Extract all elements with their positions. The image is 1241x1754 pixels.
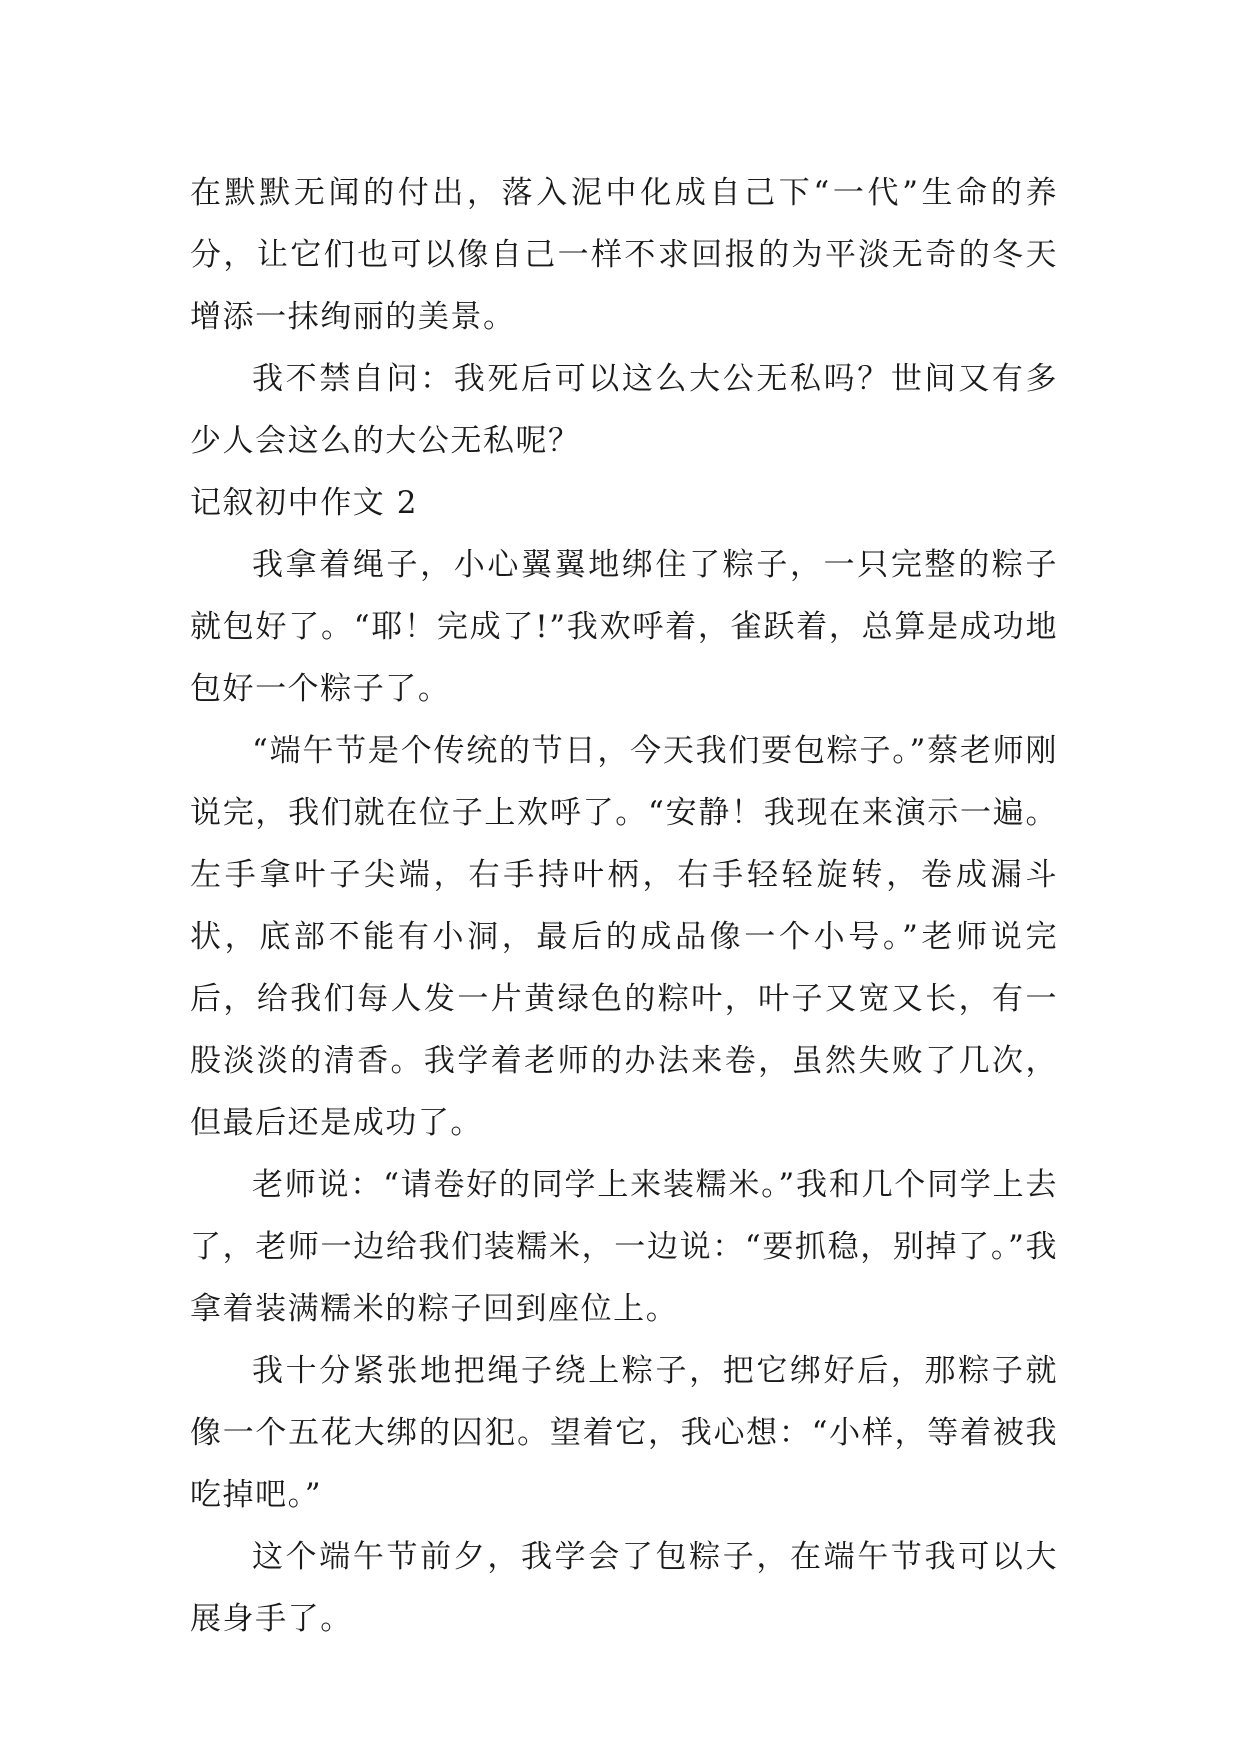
paragraph-3: 老师说：“请卷好的同学上来装糯米。”我和几个同学上去了，老师一边给我们装糯米，一边说：“要抓稳，别掉了。”我拿着装满糯米的粽子回到座位上。 xyxy=(190,1167,1058,1327)
document-page xyxy=(190,162,1058,1650)
paragraph-continued: 在默默无闻的付出，落入泥中化成自己下“一代”生命的养分，让它们也可以像自己一样不求回报的为平淡无奇的冬天增添一抹绚丽的美景。 xyxy=(190,175,1058,335)
paragraph-1: 我拿着绳子，小心翼翼地绑住了粽子，一只完整的粽子就包好了。“耶！完成了!”我欢呼着，雀跃着，总算是成功地包好一个粽子了。 xyxy=(190,547,1058,707)
paragraph-self-question: 我不禁自问：我死后可以这么大公无私吗？世间又有多少人会这么的大公无私呢？ xyxy=(190,361,1058,459)
paragraph-5: 这个端午节前夕，我学会了包粽子，在端午节我可以大展身手了。 xyxy=(190,1539,1058,1637)
paragraph-4: 我十分紧张地把绳子绕上粽子，把它绑好后，那粽子就像一个五花大绑的囚犯。望着它，我心想：“小样，等着被我吃掉吧。” xyxy=(190,1353,1058,1513)
section-title: 记叙初中作文 2 xyxy=(190,485,418,521)
paragraph-2: “端午节是个传统的节日，今天我们要包粽子。”蔡老师刚说完，我们就在位子上欢呼了。“安静！我现在来演示一遍。左手拿叶子尖端，右手持叶柄，右手轻轻旋转，卷成漏斗状，底部不能有小洞，最后的成品像一个小号。”老师说完后，给我们每人发一片黄绿色的粽叶，叶子又宽又长，有一股淡淡的清香。我学着老师的办法来卷，虽然失败了几次，但最后还是成功了。 xyxy=(190,733,1058,1141)
